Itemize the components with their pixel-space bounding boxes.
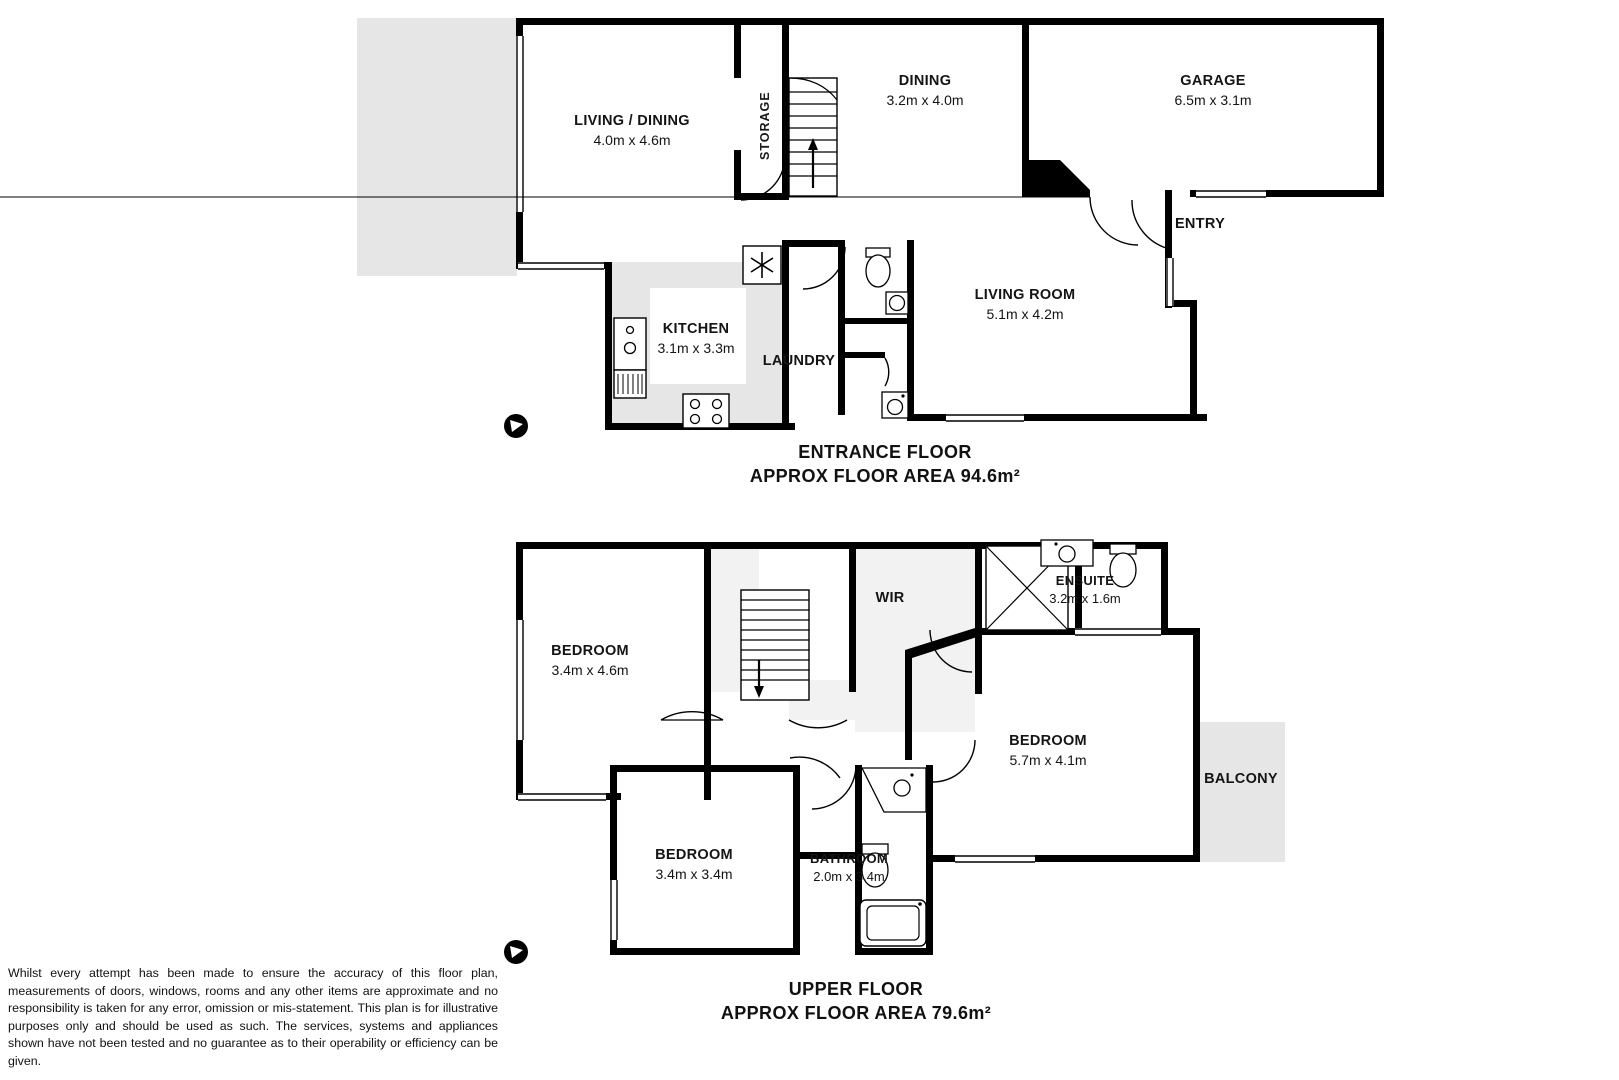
toilet-icon — [866, 248, 890, 287]
room-dim: 6.5m x 3.1m — [1174, 92, 1252, 109]
room-label-living-dining — [517, 112, 747, 150]
room-dim: 5.1m x 4.2m — [986, 306, 1064, 323]
terrace-shade — [357, 18, 517, 276]
floor-name: ENTRANCE FLOOR — [798, 442, 972, 462]
basin-icon — [886, 292, 908, 314]
basin-icon — [1041, 540, 1093, 566]
washing-machine-icon — [882, 392, 908, 418]
room-label-ensuite — [995, 573, 1175, 608]
room-name: KITCHEN — [662, 321, 730, 337]
room-label-bedroom-1 — [475, 642, 705, 680]
room-name: LAUNDRY — [762, 353, 836, 369]
bathtub-icon — [860, 900, 926, 946]
room-dim: 4.0m x 4.6m — [593, 132, 671, 149]
room-name: BEDROOM — [655, 847, 733, 863]
room-dim: 3.2m x 1.6m — [1049, 591, 1121, 607]
room-label-storage — [758, 91, 772, 160]
room-dim: 3.2m x 4.0m — [886, 92, 964, 109]
floor-area: APPROX FLOOR AREA 79.6m² — [720, 1003, 992, 1024]
room-label-dining — [810, 72, 1040, 110]
room-label-entry — [1140, 215, 1260, 233]
compass-icon — [504, 940, 528, 964]
upper-floor-title — [596, 977, 1116, 1026]
stove-icon — [683, 394, 729, 428]
basin-icon — [862, 768, 926, 812]
room-name: WIR — [875, 590, 905, 606]
entrance-floor-title — [625, 440, 1145, 489]
room-label-bedroom-2 — [933, 732, 1163, 770]
room-label-balcony — [1181, 770, 1301, 788]
room-name: DINING — [898, 73, 952, 89]
room-label-bathroom — [759, 851, 939, 886]
compass-icon — [504, 414, 528, 438]
room-dim: 3.4m x 3.4m — [655, 866, 733, 883]
room-label-laundry — [729, 352, 869, 370]
room-dim: 3.4m x 4.6m — [551, 662, 629, 679]
room-dim: 2.0m x 3.4m — [813, 869, 885, 885]
room-name: BEDROOM — [1009, 733, 1087, 749]
room-name: LIVING / DINING — [574, 113, 690, 129]
appliance-icon — [614, 370, 646, 398]
room-name: BEDROOM — [551, 643, 629, 659]
room-name: LIVING ROOM — [974, 287, 1076, 303]
room-label-wir — [845, 589, 935, 607]
room-name: BATHROOM — [810, 851, 888, 866]
room-dim: 5.7m x 4.1m — [1009, 752, 1087, 769]
room-label-living-room — [910, 286, 1140, 324]
room-name: BALCONY — [1204, 771, 1278, 787]
fridge-snowflake-icon — [743, 246, 781, 284]
disclaimer-text: Whilst every attempt has been made to ensure the accuracy of this floor plan, measurements of doors, windows, rooms and any other items are approximate and no responsibility is taken for any error, omission or mis-statement. This plan is for illustrative purposes only and should be used as such. The services, systems and appliances shown have not been tested and no guarantee as to their operability or efficiency can be given. — [8, 966, 498, 1069]
floor-name: UPPER FLOOR — [788, 979, 924, 999]
room-name: ENSUITE — [1055, 573, 1115, 588]
floor-area: APPROX FLOOR AREA 94.6m² — [749, 466, 1021, 487]
room-name: STORAGE — [758, 91, 772, 160]
stairs-icon — [741, 590, 809, 700]
entrance-floor-plan — [0, 0, 1619, 500]
balcony-shade — [1197, 722, 1285, 862]
room-name: ENTRY — [1174, 216, 1226, 232]
room-label-garage — [1093, 72, 1333, 110]
room-dim: 3.1m x 3.3m — [657, 340, 735, 357]
room-name: GARAGE — [1180, 73, 1246, 89]
